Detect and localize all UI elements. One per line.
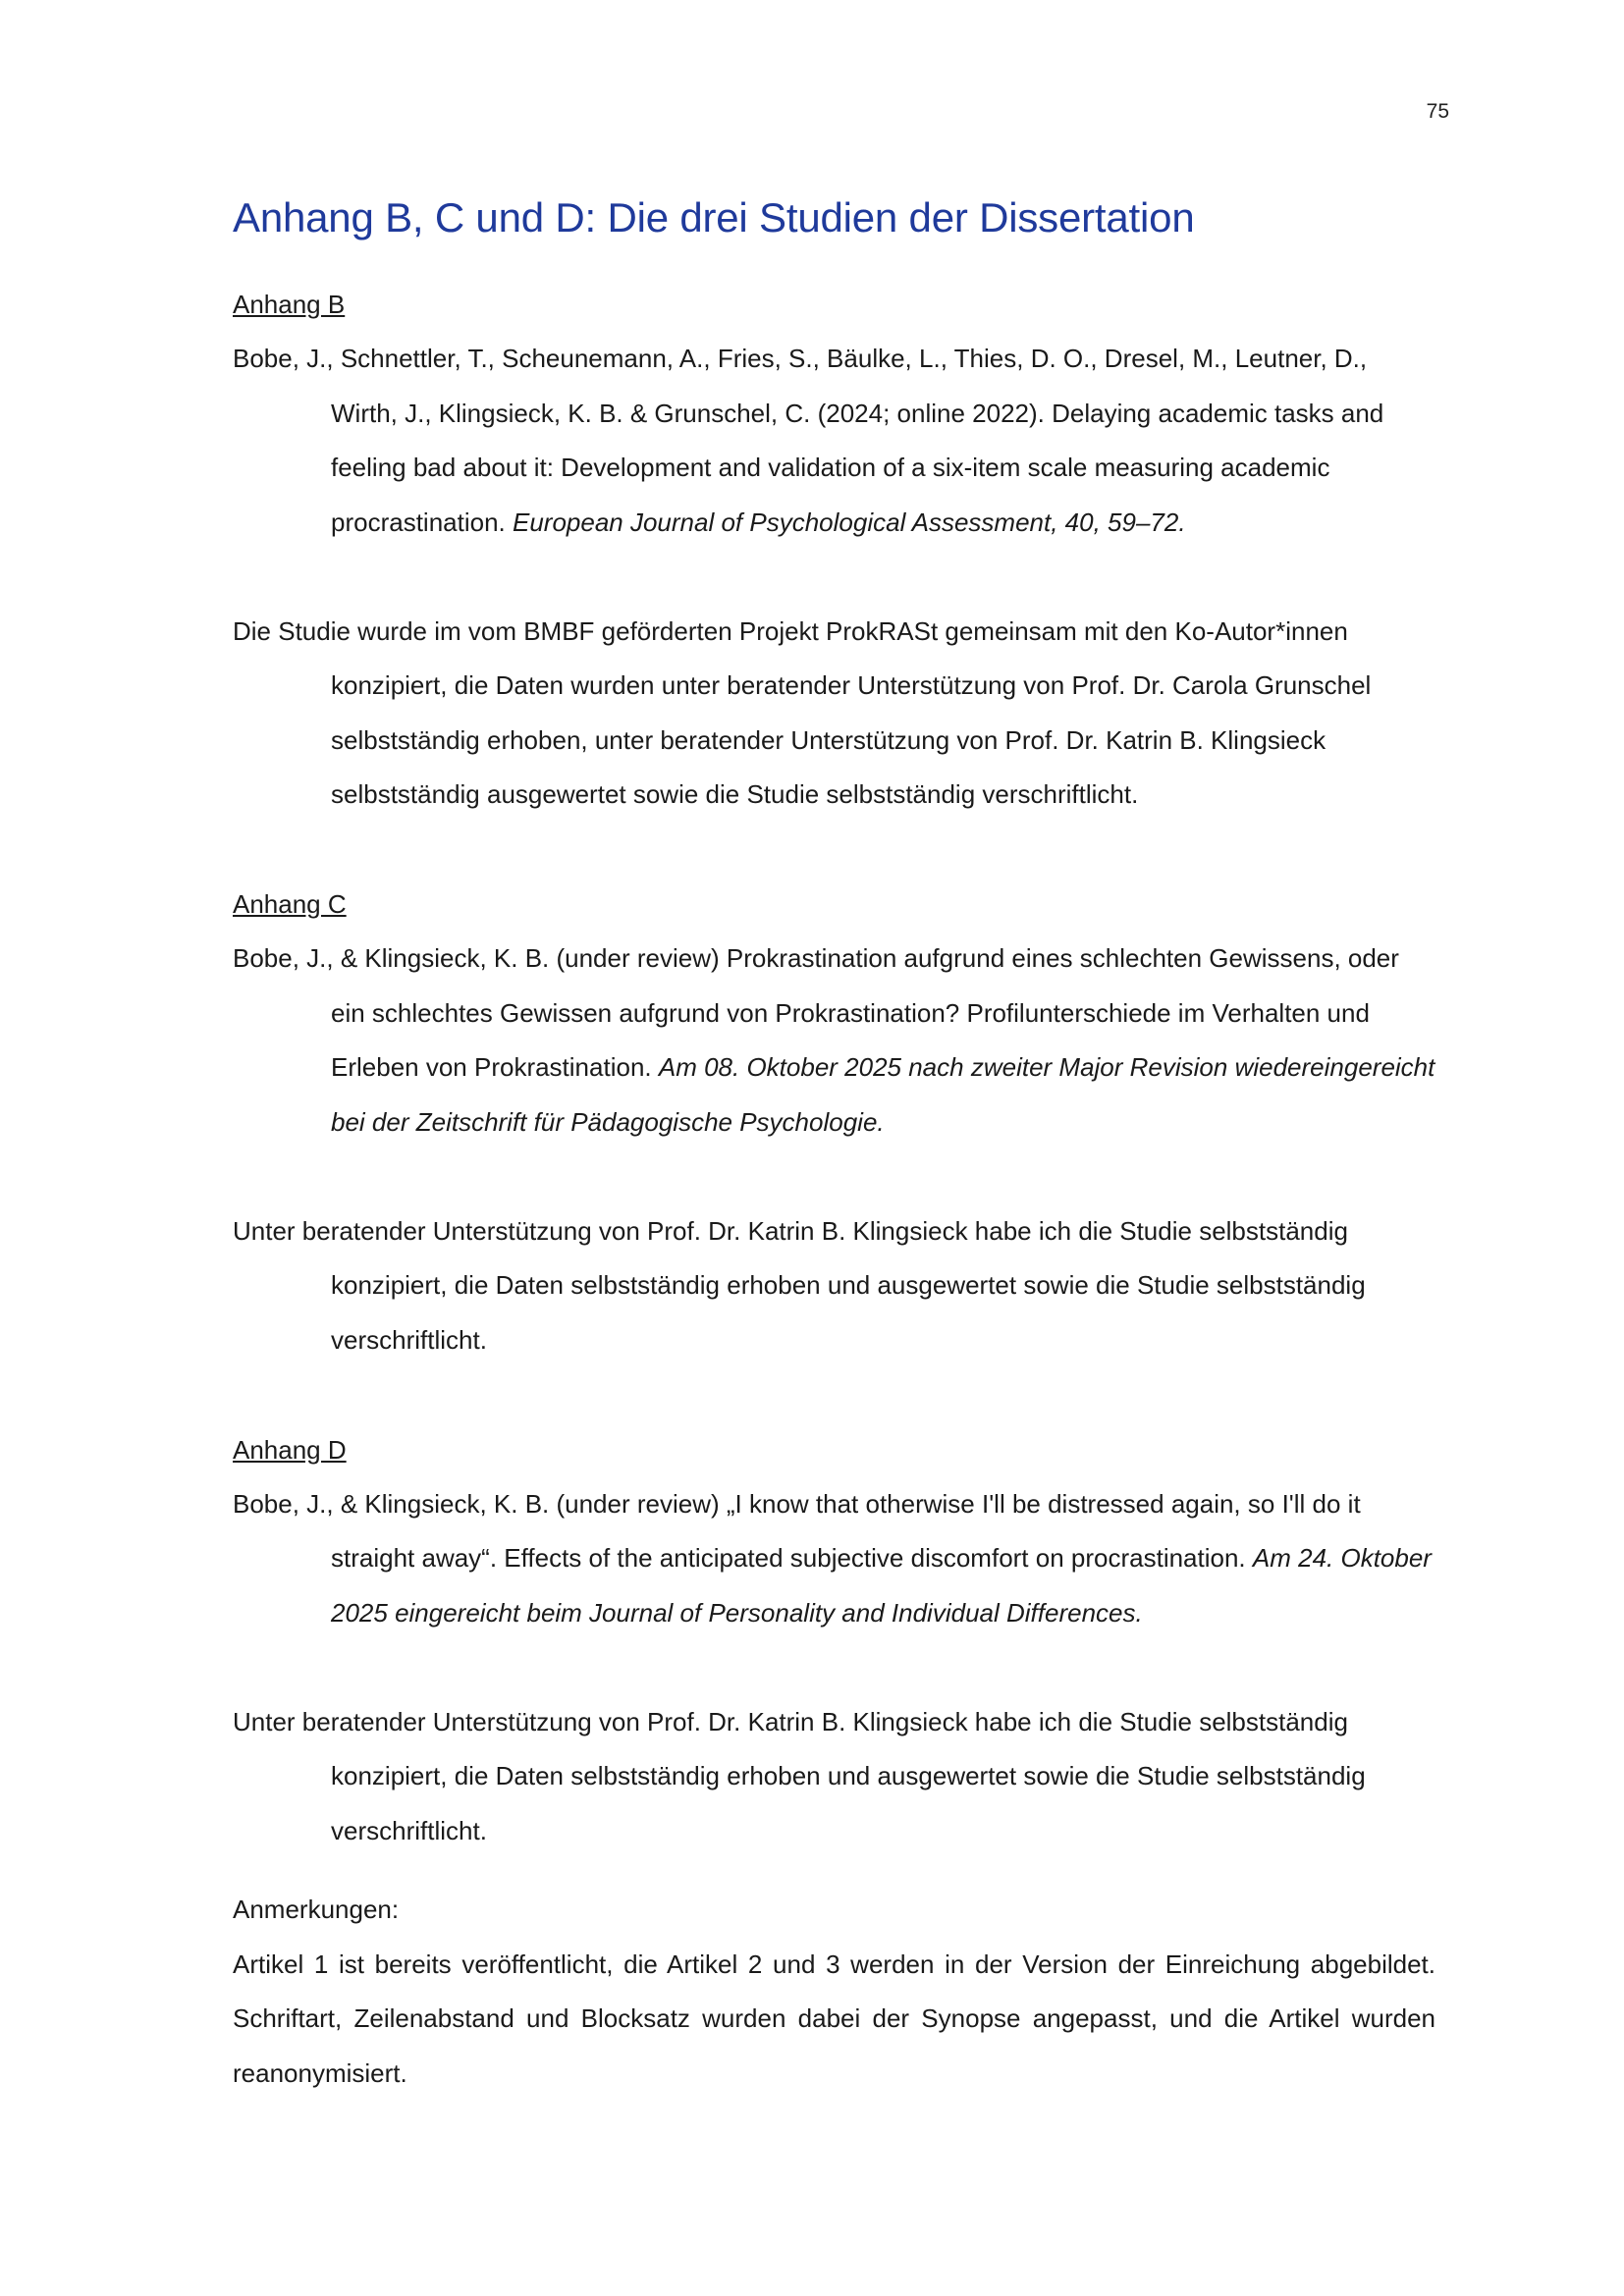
reference-entry	[233, 332, 1435, 550]
section-anhang-b	[233, 277, 1435, 877]
section-anhang-c	[233, 877, 1435, 1422]
section-label: Anhang C	[233, 889, 347, 919]
notes-section	[233, 1883, 1435, 2101]
notes-label: Anmerkungen:	[233, 1895, 400, 1924]
section-label: Anhang B	[233, 290, 346, 319]
reference-text: Bobe, J., & Klingsieck, K. B. (under review) Prokrastination aufgrund eines schlechten Gewissens, oder ein schlechtes Gewissen aufgrund von Prokrastination? Profilunterschiede im Verhalten und Erleben von Prokrastination.	[233, 943, 1399, 1082]
section-label: Anhang D	[233, 1434, 347, 1465]
reference-journal: European Journal of Psychological Assessment, 40, 59–72.	[512, 507, 1186, 537]
contribution-statement: Unter beratender Unterstützung von Prof. Dr. Katrin B. Klingsieck habe ich die Studie selbstständig konzipiert, die Daten selbstständig erhoben und ausgewertet sowie die Studie selbstständig verschriftlicht.	[233, 1706, 1366, 1845]
reference-text: Bobe, J., & Klingsieck, K. B. (under review) „I know that otherwise I'll be distressed again, so I'll do it straight away“. Effects of the anticipated subjective discomfort on procrastination.	[233, 1488, 1361, 1573]
page-title: Anhang B, C und D: Die drei Studien der Dissertation	[233, 194, 1195, 240]
notes-text: Artikel 1 ist bereits veröffentlicht, die Artikel 2 und 3 werden in der Version der Einreichung abgebildet. Schriftart, Zeilenabstand und Blocksatz wurden dabei der Synopse angepasst, und die Artikel wurden reanonymisiert.	[233, 1949, 1435, 2088]
page-number: 75	[1426, 100, 1449, 123]
reference-status: Am 08. Oktober 2025 nach zweiter Major Revision wiedereingereicht bei der Zeitschrift für Pädagogische Psychologie.	[331, 1052, 1435, 1137]
contribution-statement: Unter beratender Unterstützung von Prof. Dr. Katrin B. Klingsieck habe ich die Studie selbstständig konzipiert, die Daten selbstständig erhoben und ausgewertet sowie die Studie selbstständig verschriftlicht.	[233, 1215, 1366, 1355]
document-body	[233, 188, 1435, 2101]
reference-text: Bobe, J., Schnettler, T., Scheunemann, A., Fries, S., Bäulke, L., Thies, D. O., Dresel, M., Leutner, D., Wirth, J., Klingsieck, K. B. & Grunschel, C. (2024; online 2022). Delaying academic tasks and feeling bad about it: Development and validation of a six-item scale measuring academic procrastination.	[233, 344, 1384, 537]
reference-status: Am 24. Oktober 2025 eingereicht beim Journal of Personality and Individual Differences.	[331, 1543, 1432, 1628]
section-anhang-d	[233, 1422, 1435, 1884]
contribution-statement: Die Studie wurde im vom BMBF geförderten Projekt ProkRASt gemeinsam mit den Ko-Autor*innen konzipiert, die Daten wurden unter beratender Unterstützung von Prof. Dr. Carola Grunschel selbstständig erhoben, unter beratender Unterstützung von Prof. Dr. Katrin B. Klingsieck selbstständig ausgewertet sowie die Studie selbstständig verschriftlicht.	[233, 615, 1372, 809]
reference-entry	[233, 1477, 1435, 1641]
reference-entry	[233, 932, 1435, 1149]
